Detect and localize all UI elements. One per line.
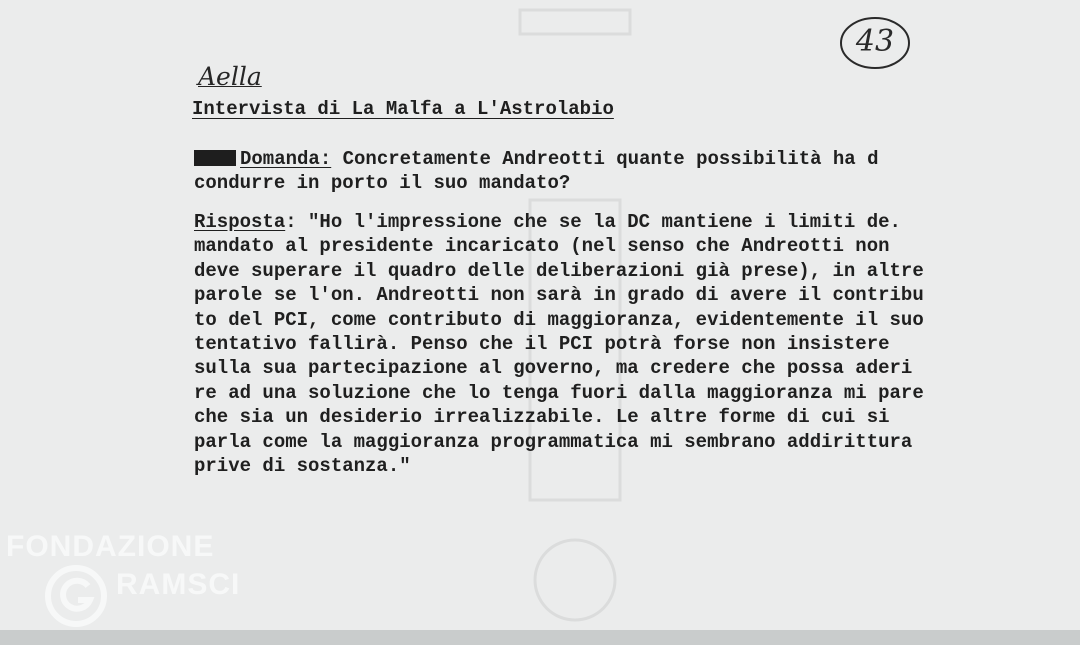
- answer-line: parole se l'on. Andreotti non sarà in grado di avere il contribu: [194, 284, 924, 307]
- archive-logo-icon: [44, 564, 108, 628]
- answer-text: : "Ho l'impressione che se la DC mantiene i limiti de.: [285, 211, 901, 233]
- archive-watermark-line2: RAMSCI: [116, 568, 241, 601]
- answer-label: Risposta: [194, 211, 286, 233]
- question-label: Domanda:: [240, 148, 332, 170]
- answer-line: re ad una soluzione che lo tenga fuori dalla maggioranza mi pare: [194, 381, 924, 404]
- redaction-mark: [194, 150, 236, 166]
- document-title: Intervista di La Malfa a L'Astrolabio: [192, 98, 614, 120]
- answer-line: deve superare il quadro delle deliberazioni già prese), in altre: [194, 259, 924, 282]
- archive-watermark-line1: FONDAZIONE: [6, 530, 215, 563]
- question-line: condurre in porto il suo mandato?: [194, 172, 571, 195]
- answer-line: prive di sostanza.": [194, 454, 411, 477]
- answer-line: mandato al presidente incaricato (nel senso che Andreotti non: [194, 235, 890, 258]
- archive-watermark: [6, 526, 286, 626]
- answer-line: to del PCI, come contributo di maggioranza, evidentemente il suo: [194, 308, 924, 331]
- question-text: Concretamente Andreotti quante possibilità ha d: [331, 148, 879, 170]
- answer-paragraph: [194, 210, 1034, 478]
- scan-bottom-edge: [0, 630, 1080, 645]
- page-number-stamp: [838, 14, 912, 72]
- question-line: [194, 147, 1034, 171]
- page-number: 43: [855, 24, 895, 59]
- handwritten-annotation: Aella: [198, 62, 262, 91]
- answer-line: [194, 210, 1034, 234]
- question-paragraph: [194, 147, 1034, 196]
- answer-line: tentativo fallirà. Penso che il PCI potrà forse non insistere: [194, 332, 890, 355]
- answer-line: parla come la maggioranza programmatica mi sembrano addirittura: [194, 430, 913, 453]
- answer-line: che sia un desiderio irrealizzabile. Le altre forme di cui si: [194, 406, 890, 429]
- answer-line: sulla sua partecipazione al governo, ma credere che possa aderi: [194, 357, 913, 380]
